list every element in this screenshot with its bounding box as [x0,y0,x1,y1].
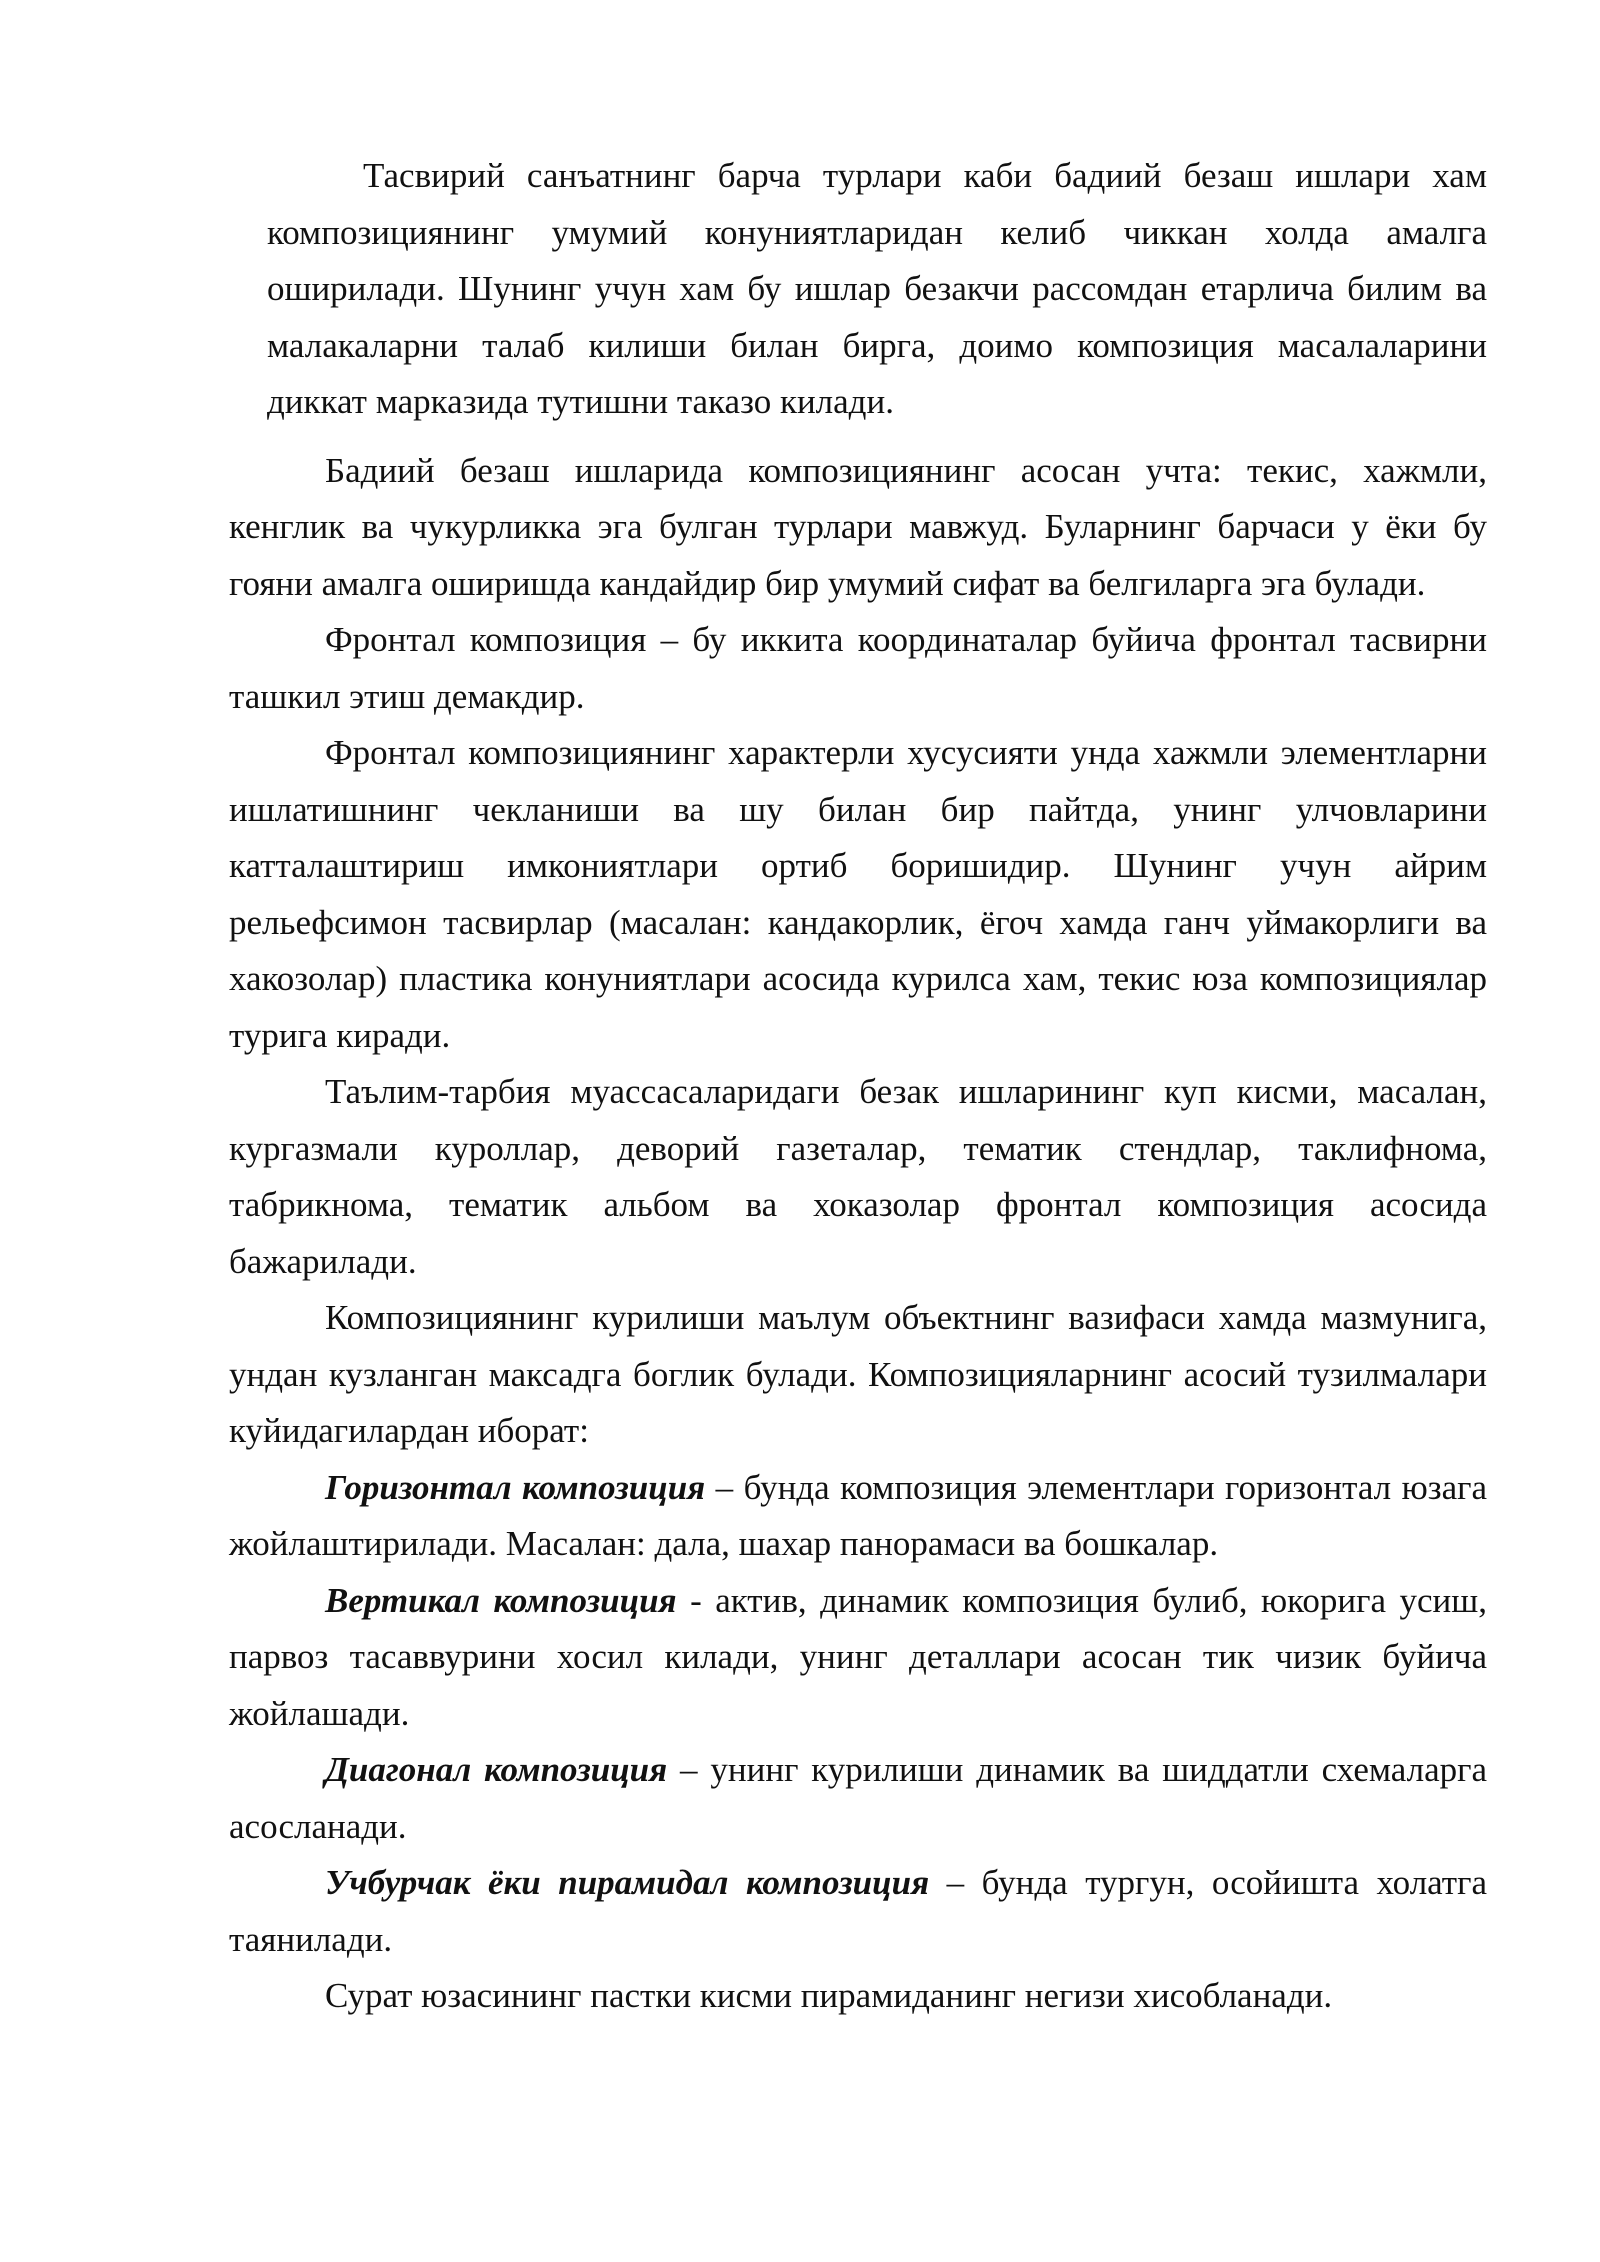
paragraph-text: – унинг курилиши динамик ва шиддатли схемаларга асосланади. [229,1750,1487,1846]
term-pyramidal: Учбурчак ёки пирамидал композиция [325,1863,930,1902]
paragraph-text: - актив, динамик композиция булиб, юкорига усиш, парвоз тасаввурини хосил килади, унинг деталлари асосан тик чизик буйича жойлашади. [229,1580,1487,1733]
paragraph-text: Фронтал композициянинг характерли хусусияти унда хажмли элементларни ишлатишнинг чекланиши ва шу билан бир пайтда, унинг улчовларини катталаштириш имкониятлари ортиб боришидир. Шунинг учун айрим рельефсимон тасвирлар (масалан: кандакорлик, ёгоч хамда ганч уймакорлиги ва хакозолар) пластика конуниятлари асосида курилса хам, текис юза композициялар турига киради. [229,733,1487,1055]
paragraph-text: Фронтал композиция – бу иккита координаталар буйича фронтал тасвирни ташкил этиш демакдир. [229,620,1487,716]
paragraph-structure [229,1290,1487,1460]
paragraph-text: Сурат юзасининг пастки кисми пирамиданинг негизи хисобланади. [325,1976,1333,2015]
paragraph-text: Бадиий безаш ишларида композициянинг асосан учта: текис, хажмли, кенглик ва чукурликка эга булган турлари мавжуд. Буларнинг барчаси у ёки бу гояни амалга оширишда кандайдир бир умумий сифат ва белгиларга эга булади. [229,450,1487,603]
term-horizontal: Горизонтал композиция [325,1467,706,1507]
paragraph-text: – бунда композиция элементлари горизонтал юзага жойлаштирилади. Масалан: дала, шахар панорамаси ва бошкалар. [229,1467,1487,1563]
paragraph-pyramid-base [229,1968,1487,2025]
paragraph-composition-types [229,443,1487,613]
term-vertical: Вертикал композиция [325,1580,677,1620]
paragraph-diagonal [229,1742,1487,1855]
paragraph-text: Таълим-тарбия муассасаларидаги безак ишларининг куп кисми, масалан, кургазмали куроллар, деворий газеталар, тематик стендлар, таклифнома, табрикнома, тематик альбом ва хоказолар фронтал композиция асосида бажарилади. [229,1072,1487,1281]
paragraph-text: Тасвирий санъатнинг барча турлари каби бадиий безаш ишлари хам композициянинг умумий конуниятларидан келиб чиккан холда амалга оширилади. Шунинг учун хам бу ишлар безакчи рассомдан етарлича билим ва малакаларни талаб килиши билан бирга, доимо композиция масалаларини диккат марказида тутишни таказо килади. [267,156,1487,421]
term-diagonal: Диагонал композиция [325,1750,668,1789]
paragraph-intro [267,148,1487,431]
paragraph-pyramidal [229,1855,1487,1968]
paragraph-horizontal [229,1460,1487,1573]
paragraph-frontal-definition [229,612,1487,725]
document-body [229,148,1487,2025]
paragraph-education [229,1064,1487,1290]
paragraph-frontal-features [229,725,1487,1064]
paragraph-text: – бунда тургун, осойишта холатга таянилади. [229,1863,1487,1959]
paragraph-vertical [229,1573,1487,1743]
paragraph-text: Композициянинг курилиши маълум объектнинг вазифаси хамда мазмунига, ундан кузланган максадга боглик булади. Композицияларнинг асосий тузилмалари куйидагилардан иборат: [229,1298,1487,1450]
